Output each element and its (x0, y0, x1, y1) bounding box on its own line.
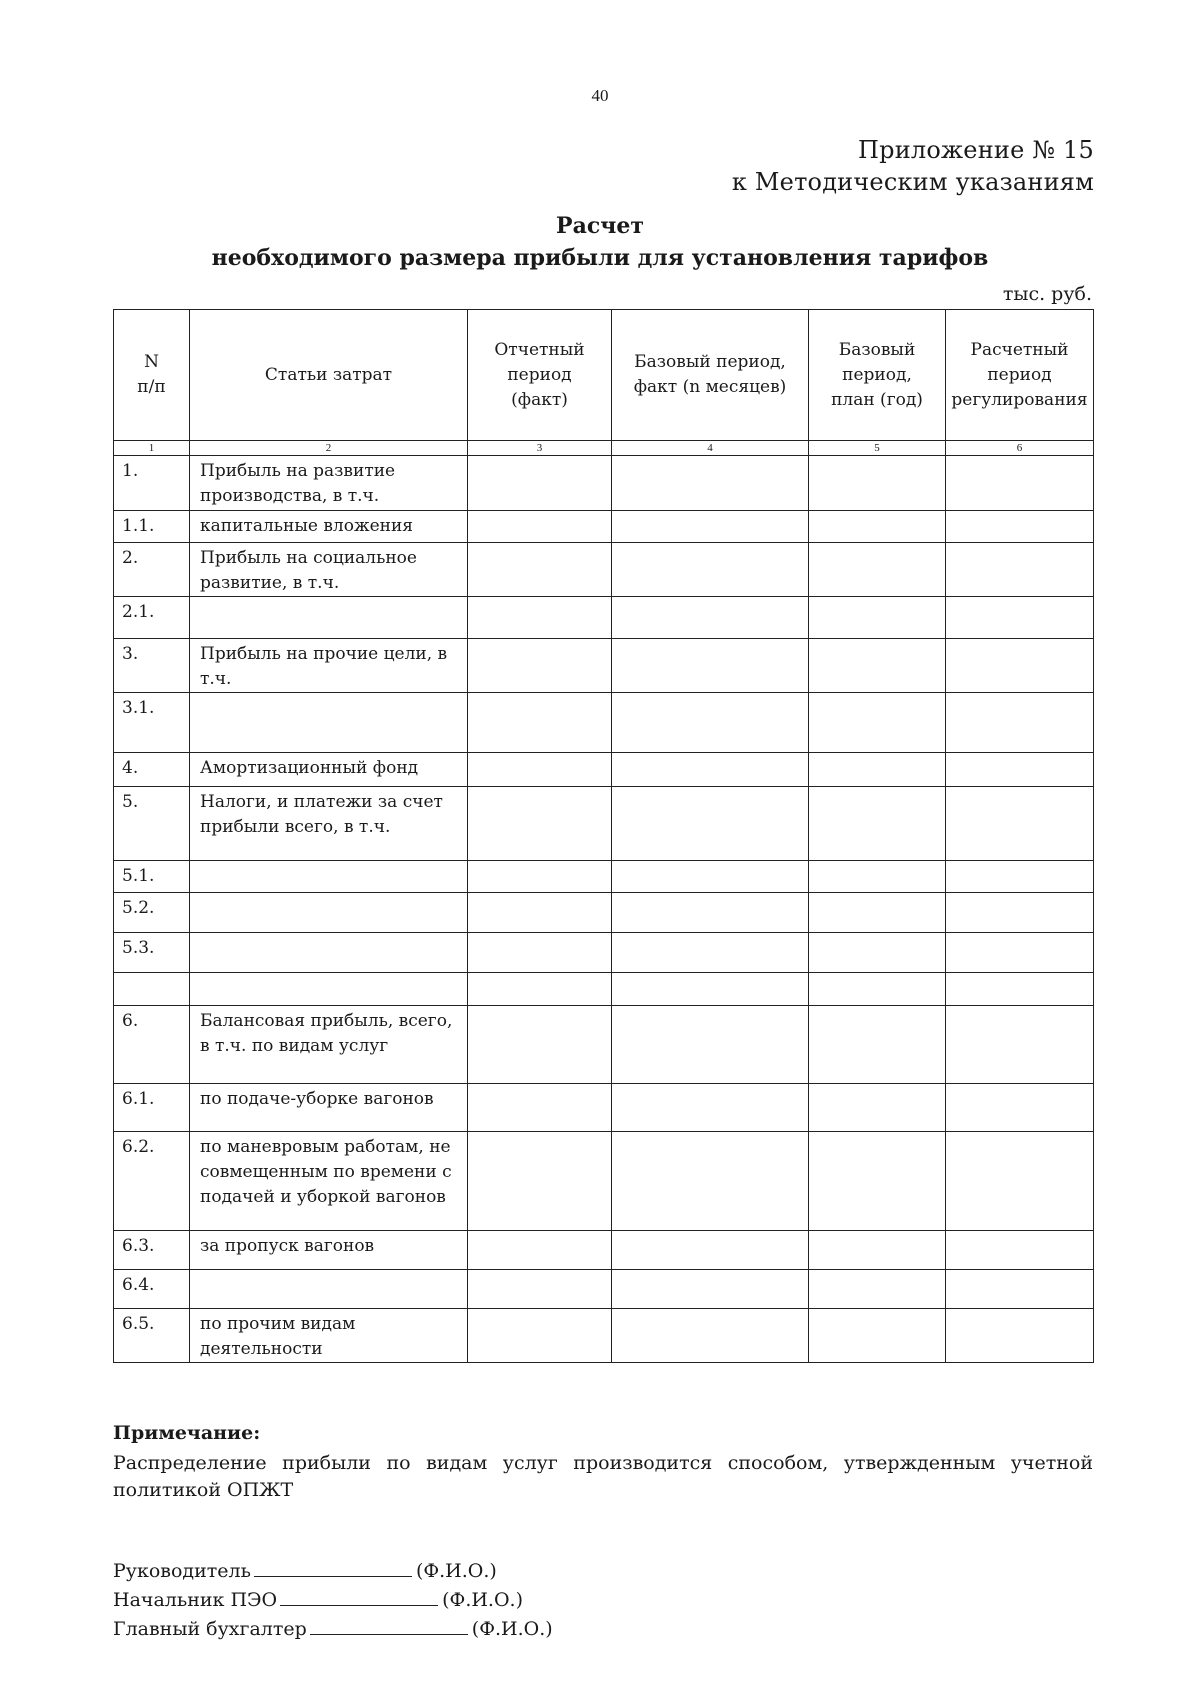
cost-item: Амортизационный фонд (190, 753, 468, 787)
row-number: 5. (114, 787, 190, 861)
column-number: 5 (809, 441, 946, 456)
value-cell (468, 693, 612, 753)
value-cell (946, 1309, 1094, 1363)
value-cell (468, 787, 612, 861)
table-row (114, 1132, 1094, 1231)
table-row (114, 1006, 1094, 1084)
unit-label: тыс. руб. (1002, 283, 1092, 305)
header-cell: Базовый период, план (год) (809, 310, 946, 441)
value-cell (612, 787, 809, 861)
value-cell (946, 693, 1094, 753)
signature-row (113, 1614, 553, 1643)
value-cell (946, 511, 1094, 543)
value-cell (809, 639, 946, 693)
signature-line (310, 1614, 468, 1635)
value-cell (946, 1132, 1094, 1231)
row-number: 3. (114, 639, 190, 693)
cost-item (190, 893, 468, 933)
value-cell (946, 1006, 1094, 1084)
header-cell: Статьи затрат (190, 310, 468, 441)
appendix-number: Приложение № 15 (858, 136, 1094, 164)
row-number: 5.3. (114, 933, 190, 973)
value-cell (809, 456, 946, 511)
row-number: 6.3. (114, 1231, 190, 1270)
cost-item: Прибыль на развитие производства, в т.ч. (190, 456, 468, 511)
value-cell (809, 861, 946, 893)
cost-item: Прибыль на социальное развитие, в т.ч. (190, 543, 468, 597)
value-cell (946, 893, 1094, 933)
cost-item (190, 1270, 468, 1309)
table-row (114, 511, 1094, 543)
row-number: 6.1. (114, 1084, 190, 1132)
signature-line (280, 1585, 438, 1606)
row-number (114, 973, 190, 1006)
table-row (114, 1084, 1094, 1132)
value-cell (468, 933, 612, 973)
value-cell (809, 1084, 946, 1132)
row-number: 6.4. (114, 1270, 190, 1309)
signature-line (254, 1556, 412, 1577)
value-cell (809, 973, 946, 1006)
value-cell (468, 456, 612, 511)
cost-item: по подаче-уборке вагонов (190, 1084, 468, 1132)
value-cell (612, 1270, 809, 1309)
value-cell (612, 861, 809, 893)
table-row (114, 1231, 1094, 1270)
value-cell (946, 787, 1094, 861)
row-number: 3.1. (114, 693, 190, 753)
value-cell (612, 1309, 809, 1363)
header-cell: Отчетный период (факт) (468, 310, 612, 441)
table-row (114, 787, 1094, 861)
value-cell (612, 1006, 809, 1084)
value-cell (809, 1006, 946, 1084)
cost-item: капитальные вложения (190, 511, 468, 543)
row-number: 5.2. (114, 893, 190, 933)
document-title (0, 210, 1200, 274)
value-cell (809, 597, 946, 639)
value-cell (946, 973, 1094, 1006)
table-row (114, 753, 1094, 787)
page-number: 40 (591, 86, 609, 105)
value-cell (612, 1084, 809, 1132)
value-cell (946, 456, 1094, 511)
table-row (114, 597, 1094, 639)
cost-item: по маневровым работам, не совмещенным по времени с подачей и уборкой вагонов (190, 1132, 468, 1231)
column-number: 2 (190, 441, 468, 456)
row-number: 6. (114, 1006, 190, 1084)
cost-item: Налоги, и платежи за счет прибыли всего, в т.ч. (190, 787, 468, 861)
table-row (114, 1309, 1094, 1363)
value-cell (468, 597, 612, 639)
value-cell (946, 1084, 1094, 1132)
value-cell (612, 511, 809, 543)
note-title: Примечание: (113, 1422, 261, 1444)
value-cell (612, 543, 809, 597)
table-row (114, 456, 1094, 511)
column-number: 4 (612, 441, 809, 456)
table-row (114, 973, 1094, 1006)
row-number: 2.1. (114, 597, 190, 639)
cost-item (190, 693, 468, 753)
table-row (114, 893, 1094, 933)
table-row (114, 1270, 1094, 1309)
value-cell (946, 1270, 1094, 1309)
title-line-2: необходимого размера прибыли для установления тарифов (211, 245, 989, 271)
value-cell (612, 639, 809, 693)
value-cell (468, 639, 612, 693)
value-cell (612, 1132, 809, 1231)
value-cell (468, 1270, 612, 1309)
signature-fio: (Ф.И.О.) (415, 1560, 497, 1582)
signature-role: Начальник ПЭО (113, 1589, 278, 1611)
value-cell (809, 933, 946, 973)
signature-block (113, 1556, 553, 1643)
value-cell (809, 693, 946, 753)
row-number: 1. (114, 456, 190, 511)
value-cell (612, 753, 809, 787)
cost-item: по прочим видам деятельности (190, 1309, 468, 1363)
value-cell (612, 893, 809, 933)
appendix-source: к Методическим указаниям (731, 168, 1094, 196)
value-cell (468, 893, 612, 933)
cost-item (190, 933, 468, 973)
header-cell: N п/п (114, 310, 190, 441)
signature-role: Главный бухгалтер (113, 1618, 307, 1640)
value-cell (809, 1231, 946, 1270)
header-cell: Расчетный период регулирования (946, 310, 1094, 441)
column-number: 3 (468, 441, 612, 456)
value-cell (612, 693, 809, 753)
value-cell (946, 1231, 1094, 1270)
cost-item (190, 973, 468, 1006)
row-number: 4. (114, 753, 190, 787)
cost-item: Балансовая прибыль, всего, в т.ч. по видам услуг (190, 1006, 468, 1084)
value-cell (809, 1132, 946, 1231)
value-cell (468, 1084, 612, 1132)
value-cell (468, 1132, 612, 1231)
value-cell (468, 1231, 612, 1270)
value-cell (809, 1270, 946, 1309)
value-cell (946, 639, 1094, 693)
signature-fio: (Ф.И.О.) (471, 1618, 553, 1640)
signature-role: Руководитель (113, 1560, 251, 1582)
value-cell (612, 933, 809, 973)
value-cell (946, 753, 1094, 787)
table-row (114, 933, 1094, 973)
value-cell (946, 597, 1094, 639)
value-cell (468, 973, 612, 1006)
table-row (114, 693, 1094, 753)
title-line-1: Расчет (556, 213, 644, 239)
value-cell (468, 1309, 612, 1363)
cost-item (190, 597, 468, 639)
signature-fio: (Ф.И.О.) (442, 1589, 524, 1611)
appendix-reference (732, 134, 1094, 198)
note-text: Распределение прибыли по видам услуг производится способом, утвержденным учетной политикой ОПЖТ (113, 1452, 1093, 1501)
table-row (114, 543, 1094, 597)
table-body (114, 456, 1094, 1363)
value-cell (946, 543, 1094, 597)
table-row (114, 861, 1094, 893)
value-cell (946, 861, 1094, 893)
value-cell (809, 1309, 946, 1363)
cost-item: Прибыль на прочие цели, в т.ч. (190, 639, 468, 693)
signature-row (113, 1585, 553, 1614)
value-cell (612, 597, 809, 639)
value-cell (468, 543, 612, 597)
value-cell (468, 511, 612, 543)
value-cell (809, 893, 946, 933)
value-cell (809, 787, 946, 861)
value-cell (468, 753, 612, 787)
value-cell (809, 543, 946, 597)
value-cell (612, 973, 809, 1006)
value-cell (468, 861, 612, 893)
signature-row (113, 1556, 553, 1585)
row-number: 6.2. (114, 1132, 190, 1231)
table-header-row (114, 310, 1094, 441)
row-number: 6.5. (114, 1309, 190, 1363)
profit-calculation-table (113, 309, 1094, 1363)
cost-item (190, 861, 468, 893)
table-row (114, 639, 1094, 693)
column-number: 6 (946, 441, 1094, 456)
value-cell (612, 1231, 809, 1270)
column-number-row (114, 441, 1094, 456)
header-cell: Базовый период, факт (n месяцев) (612, 310, 809, 441)
value-cell (946, 933, 1094, 973)
value-cell (809, 753, 946, 787)
value-cell (468, 1006, 612, 1084)
column-number: 1 (114, 441, 190, 456)
value-cell (612, 456, 809, 511)
row-number: 1.1. (114, 511, 190, 543)
value-cell (809, 511, 946, 543)
row-number: 5.1. (114, 861, 190, 893)
row-number: 2. (114, 543, 190, 597)
cost-item: за пропуск вагонов (190, 1231, 468, 1270)
